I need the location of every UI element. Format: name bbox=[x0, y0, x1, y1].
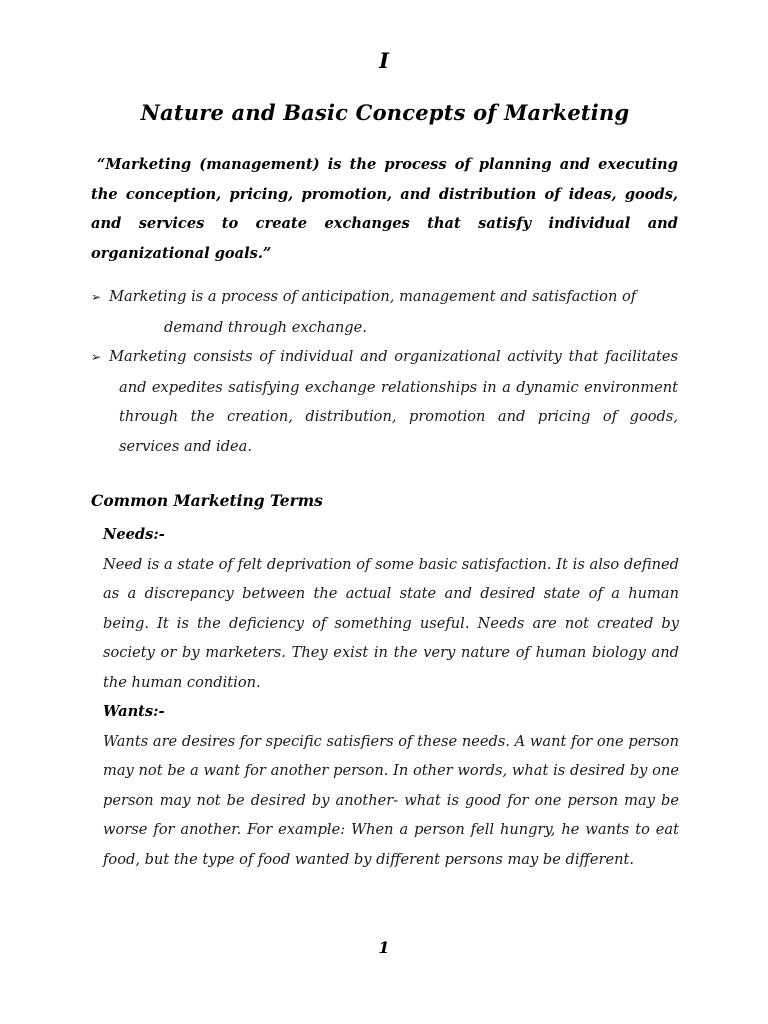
bullet-list bbox=[91, 282, 678, 461]
term-wants bbox=[103, 697, 679, 874]
term-description: Need is a state of felt deprivation of some basic satisfaction. It is also defined as a discrepancy between the actual state and desired state of a human being. It is the deficiency of something useful. Needs are not created by society or by marketers. They exist in the very nature of human biology and the human condition. bbox=[103, 555, 679, 691]
bullet-item bbox=[91, 342, 678, 461]
term-description: Wants are desires for specific satisfiers of these needs. A want for one person may not be a want for another person. In other words, what is desired by one person may not be desired by another- what is good for one person may be worse for another. For example: When a person fell hungry, he wants to eat food, but the type of food wanted by different persons may be different. bbox=[103, 732, 679, 868]
bullet-text: Marketing consists of individual and organizational activity that facilitates and expedites satisfying exchange relationships in a dynamic environment through the creation, distribution, promotion and pricing of goods, services and idea. bbox=[109, 348, 678, 455]
page-number: 1 bbox=[378, 938, 390, 957]
arrow-bullet-icon: ➢ bbox=[91, 350, 102, 364]
section-heading: Common Marketing Terms bbox=[91, 491, 323, 510]
marketing-definition-quote: “Marketing (management) is the process of planning and executing the conception, pricing, promotion, and distribution of ideas, goods, and services to create exchanges that satisfy individual and organizational goals.” bbox=[91, 156, 678, 262]
term-needs bbox=[103, 520, 679, 697]
term-label: Needs:- bbox=[103, 526, 165, 543]
arrow-bullet-icon: ➢ bbox=[91, 290, 102, 304]
bullet-item bbox=[91, 282, 678, 342]
page-title: Nature and Basic Concepts of Marketing bbox=[140, 100, 630, 125]
term-label: Wants:- bbox=[103, 703, 165, 720]
chapter-number: I bbox=[379, 48, 389, 73]
bullet-text: Marketing is a process of anticipation, management and satisfaction of bbox=[109, 288, 637, 305]
bullet-text-continuation: demand through exchange. bbox=[164, 318, 367, 336]
